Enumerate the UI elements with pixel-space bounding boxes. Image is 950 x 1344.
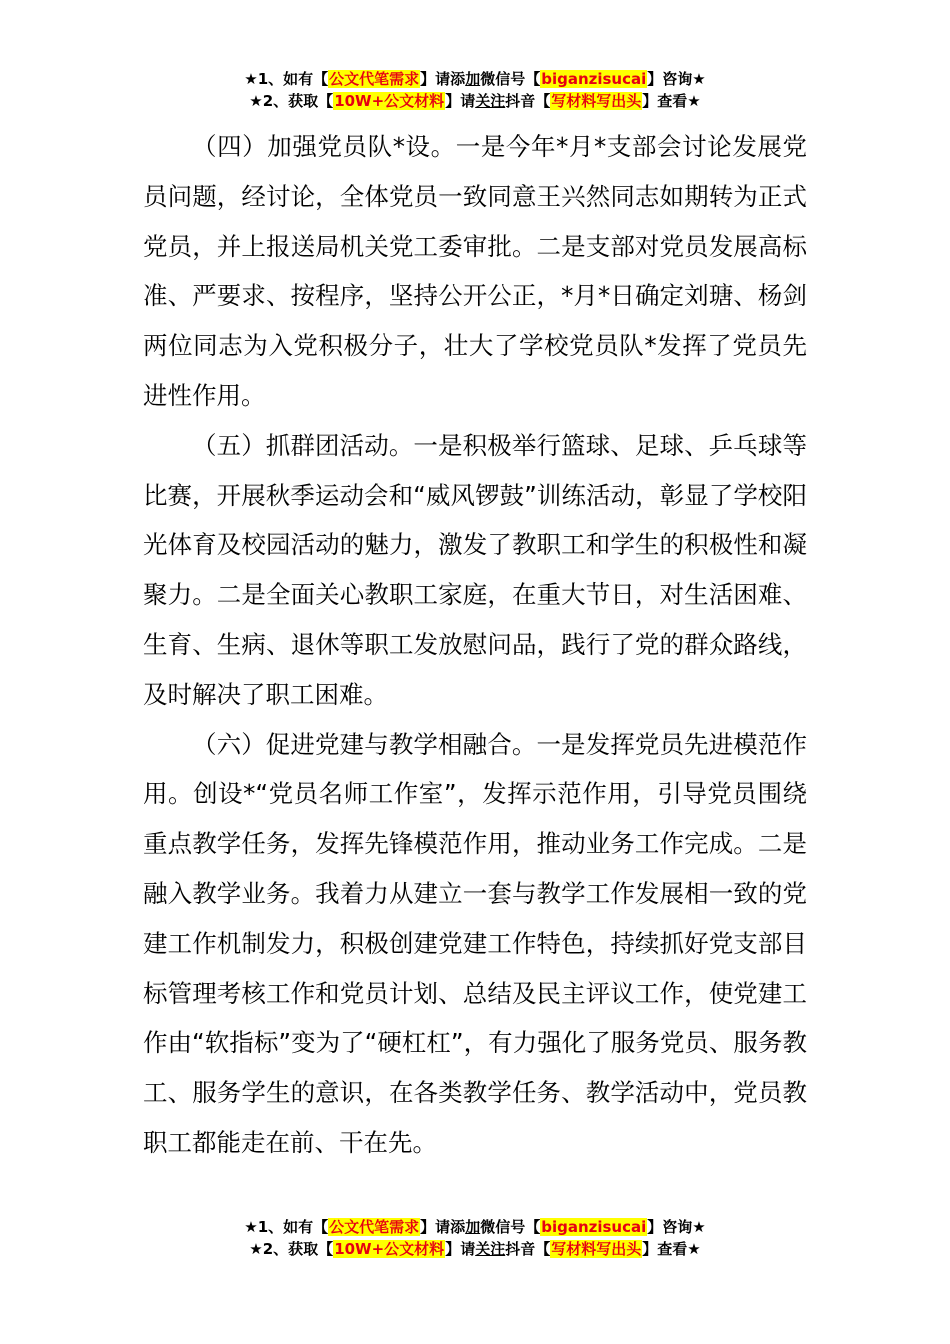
banner-text: 加 (465, 1218, 481, 1236)
banner-text: 抖音【 (505, 1240, 551, 1258)
banner-text: 】请添 (420, 70, 466, 88)
banner-text: 】请 (445, 1240, 476, 1258)
banner-text: ★2、获取【 (249, 1240, 334, 1258)
highlight-douyin: 写材料写出头 (551, 1240, 642, 1258)
banner-text: ★2、获取【 (249, 92, 334, 110)
highlight-wechat-id: biganzisucai (541, 70, 647, 88)
banner-line-2 (0, 90, 950, 112)
banner-line-1 (0, 68, 950, 90)
banner-text: 】请添 (420, 1218, 466, 1236)
highlight-materials: 10W+公文材料 (334, 92, 445, 110)
bottom-banner (0, 1216, 950, 1260)
top-banner (0, 68, 950, 112)
highlight-service: 公文代笔需求 (329, 70, 420, 88)
banner-line-1 (0, 1216, 950, 1238)
banner-text: 关注 (475, 92, 506, 110)
banner-text: 】咨询★ (647, 1218, 706, 1236)
document-body (143, 122, 807, 1168)
banner-text: 微信号【 (480, 1218, 541, 1236)
banner-text: ★1、如有【 (244, 1218, 329, 1236)
banner-text: 】咨询★ (647, 70, 706, 88)
banner-text: 】请 (445, 92, 476, 110)
banner-text: ★1、如有【 (244, 70, 329, 88)
banner-text: 抖音【 (505, 92, 551, 110)
banner-text: 】查看★ (642, 92, 701, 110)
paragraph-party-members: （四）加强党员队*设。一是今年*月*支部会讨论发展党员问题，经讨论，全体党员一致同意王兴然同志如期转为正式党员，并上报送局机关党工委审批。二是支部对党员发展高标准、严要求、按程序，坚持公开公正，*月*日确定刘瑭、杨剑两位同志为入党积极分子，壮大了学校党员队*发挥了党员先进性作用。 (143, 132, 807, 410)
banner-text: 】查看★ (642, 1240, 701, 1258)
banner-text: 加 (465, 70, 481, 88)
banner-text: 微信号【 (480, 70, 541, 88)
highlight-wechat-id: biganzisucai (541, 1218, 647, 1236)
banner-line-2 (0, 1238, 950, 1260)
banner-text: 关注 (475, 1240, 506, 1258)
highlight-materials: 10W+公文材料 (334, 1240, 445, 1258)
paragraph-group-activities: （五）抓群团活动。一是积极举行篮球、足球、乒乓球等比赛，开展秋季运动会和“威风锣鼓”训练活动，彰显了学校阳光体育及校园活动的魅力，激发了教职工和学生的积极性和凝聚力。二是全面关心教职工家庭，在重大节日，对生活困难、生育、生病、退休等职工发放慰问品，践行了党的群众路线，及时解决了职工困难。 (143, 430, 807, 709)
paragraph-party-teaching: （六）促进党建与教学相融合。一是发挥党员先进模范作用。创设*“党员名师工作室”，发挥示范作用，引导党员围绕重点教学任务，发挥先锋模范作用，推动业务工作完成。二是融入教学业务。我着力从建立一套与教学工作发展相一致的党建工作机制发力，积极创建党建工作特色，持续抓好党支部目标管理考核工作和党员计划、总结及民主评议工作，使党建工作由“软指标”变为了“硬杠杠”，有力强化了服务党员、服务教工、服务学生的意识，在各类教学任务、教学活动中，党员教职工都能走在前、干在先。 (143, 729, 807, 1157)
highlight-service: 公文代笔需求 (329, 1218, 420, 1236)
highlight-douyin: 写材料写出头 (551, 92, 642, 110)
